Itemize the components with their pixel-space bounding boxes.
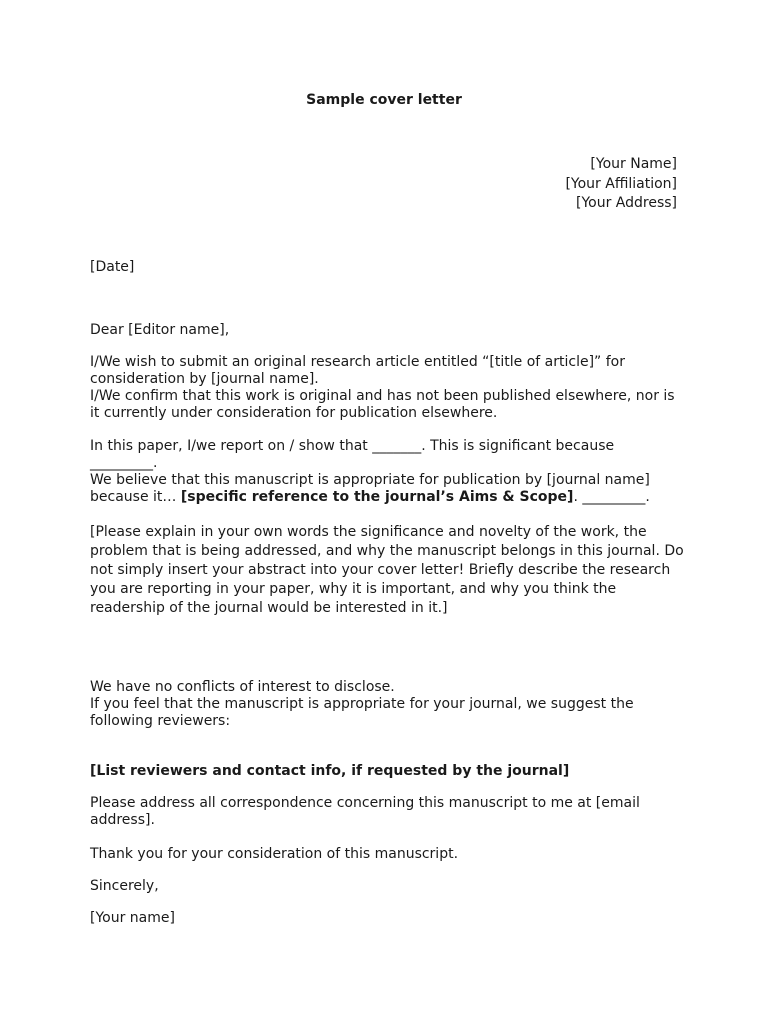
text-line <box>90 489 690 506</box>
aims-scope-reference: [specific reference to the journal’s Aims & Scope] <box>180 489 574 505</box>
signature-line: [Your name] <box>90 910 175 926</box>
text-line: I/We confirm that this work is original and has not been published elsewhere, nor is <box>90 388 675 404</box>
conflicts-paragraph <box>90 679 690 730</box>
sender-affiliation: [Your Affiliation] <box>565 175 677 192</box>
text-line: If you feel that the manuscript is appropriate for your journal, we suggest the <box>90 696 634 712</box>
sender-name: [Your Name] <box>590 156 677 172</box>
explanation-paragraph <box>90 523 690 618</box>
closing-line: Sincerely, <box>90 878 159 894</box>
date-line: [Date] <box>90 259 135 275</box>
text-line: We have no conflicts of interest to disclose. <box>90 679 395 695</box>
salutation: Dear [Editor name], <box>90 322 230 338</box>
text-line: Please address all correspondence concerning this manuscript to me at [email <box>90 795 640 811</box>
text-line: _________. <box>90 455 158 471</box>
text-line: readership of the journal would be interested in it.] <box>90 600 448 616</box>
submission-paragraph <box>90 354 690 422</box>
reviewers-line: [List reviewers and contact info, if requested by the journal] <box>90 763 570 779</box>
text-line: it currently under consideration for publication elsewhere. <box>90 405 498 421</box>
sender-address: [Your Address] <box>575 195 677 211</box>
correspondence-paragraph <box>90 795 690 829</box>
text-line: not simply insert your abstract into your cover letter! Briefly describe the research <box>90 562 671 578</box>
text-line: We believe that this manuscript is appropriate for publication by [journal name] <box>90 472 650 488</box>
page-title: Sample cover letter <box>306 92 462 108</box>
text-fragment: . _________. <box>573 489 650 505</box>
text-line: you are reporting in your paper, why it is important, and why you think the <box>90 581 617 597</box>
text-line: I/We wish to submit an original research article entitled “[title of article]” for <box>90 354 625 370</box>
text-line: consideration by [journal name]. <box>90 371 319 387</box>
text-line: In this paper, I/we report on / show that _______. This is significant because <box>90 438 615 454</box>
report-paragraph <box>90 438 690 506</box>
text-fragment: because it… <box>90 489 181 505</box>
thanks-line: Thank you for your consideration of this manuscript. <box>90 846 459 862</box>
text-line: [Please explain in your own words the significance and novelty of the work, the <box>90 524 647 540</box>
sender-block <box>565 155 677 214</box>
text-line: following reviewers: <box>90 713 231 729</box>
text-line: address]. <box>90 812 155 828</box>
text-line: problem that is being addressed, and why the manuscript belongs in this journal. Do <box>90 543 684 559</box>
